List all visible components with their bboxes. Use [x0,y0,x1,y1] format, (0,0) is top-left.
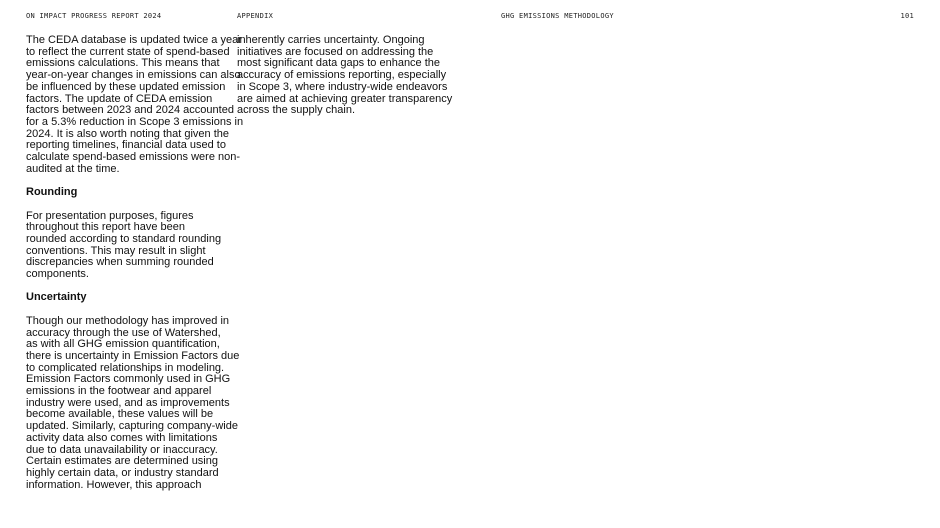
text-line: For presentation purposes, figures [26,209,194,222]
text-line: components. [26,268,89,281]
text-line: most significant data gaps to enhance the [237,57,441,70]
text-line: be influenced by these updated emission [26,80,226,93]
text-line: Though our methodology has improved in [26,314,230,327]
text-line: are aimed at achieving greater transparency [237,92,453,105]
text-line: discrepancies when summing rounded [26,256,214,269]
uncertainty-paragraph [26,314,240,492]
text-line: become available, these values will be [26,408,214,421]
text-line: as with all GHG emission quantification, [26,338,220,351]
text-line: conventions. This may result in slight [26,244,206,257]
text-line: industry were used, and as improvements [26,396,230,409]
page-number: 101 [900,12,914,20]
text-line: highly certain data, or industry standard [26,466,219,479]
text-line: factors between 2023 and 2024 accounted [26,104,234,117]
text-line: there is uncertainty in Emission Factors due [26,349,240,362]
uncertainty-continued-paragraph [237,34,453,117]
text-line: information. However, this approach [26,478,202,491]
text-line: accuracy of emissions reporting, especially [237,69,447,82]
text-line: for a 5.3% reduction in Scope 3 emissions in [26,115,244,128]
section-label: APPENDIX [237,12,274,20]
text-line: to reflect the current state of spend-based [26,45,230,58]
text-line: to complicated relationships in modeling. [26,361,225,374]
text-line: initiatives are focused on addressing the [237,45,434,58]
text-line: The CEDA database is updated twice a year [26,34,242,46]
uncertainty-heading: Uncertainty [26,291,87,304]
ceda-paragraph [26,34,244,175]
text-line: 2024. It is also worth noting that given the [26,127,230,140]
right-text-column [237,34,453,117]
text-line: calculate spend-based emissions were non- [26,151,241,164]
text-line: throughout this report have been [26,221,186,234]
text-line: reporting timelines, financial data used to [26,139,226,152]
text-line: across the supply chain. [237,104,356,117]
text-line: year-on-year changes in emissions can also [26,69,241,82]
text-line: in Scope 3, where industry-wide endeavors [237,80,448,93]
rounding-heading: Rounding [26,186,78,199]
text-line: inherently carries uncertainty. Ongoing [237,34,425,46]
text-line: updated. Similarly, capturing company-wide [26,420,238,433]
text-line: emissions calculations. This means that [26,57,220,70]
text-line: emissions in the footwear and apparel [26,385,212,398]
subsection-label: GHG EMISSIONS METHODOLOGY [501,12,614,20]
text-line: factors. The update of CEDA emission [26,92,213,105]
text-line: audited at the time. [26,162,120,175]
text-line: Emission Factors commonly used in GHG [26,373,231,386]
text-line: Certain estimates are determined using [26,455,218,468]
rounding-paragraph [26,211,230,281]
text-line: rounded according to standard rounding [26,232,222,245]
text-line: accuracy through the use of Watershed, [26,326,221,339]
report-title: ON IMPACT PROGRESS REPORT 2024 [26,12,162,20]
text-line: activity data also comes with limitations [26,431,218,444]
left-text-column [26,34,244,491]
text-line: due to data unavailability or inaccuracy. [26,443,218,456]
